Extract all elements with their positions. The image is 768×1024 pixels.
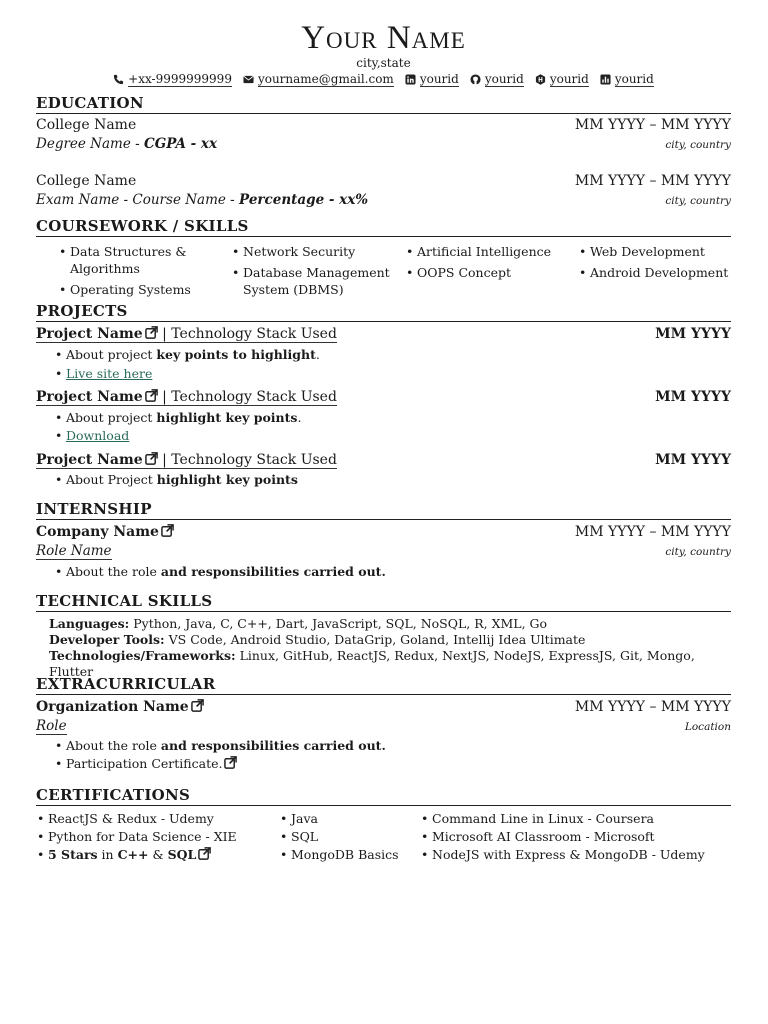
leetcode-icon <box>600 74 611 85</box>
section-education-heading: EDUCATION <box>36 94 731 114</box>
project-stack: Technology Stack Used <box>171 389 337 405</box>
internship-dates: MM YYYY – MM YYYY <box>574 524 731 540</box>
project-stack: Technology Stack Used <box>171 452 337 468</box>
email-text: yourname@gmail.com <box>257 72 394 86</box>
degree-name: Exam Name - Course Name <box>36 192 226 208</box>
coursework-item: • Android Development <box>590 264 728 281</box>
project-header: Project Name | Technology Stack Used MM YYYY <box>36 389 731 405</box>
internship-detail <box>36 543 731 560</box>
section-coursework-heading: COURSEWORK / SKILLS <box>36 217 731 237</box>
contact-github[interactable] <box>470 72 524 87</box>
project-name[interactable]: Project Name <box>36 452 143 468</box>
skills-languages <box>49 616 547 632</box>
project-date: MM YYYY <box>655 389 731 405</box>
extracurricular-place: Location <box>684 721 731 733</box>
school-name: College Name <box>36 173 137 189</box>
envelope-icon <box>243 74 254 85</box>
phone-text: +xx-9999999999 <box>128 72 232 86</box>
extracurricular-detail <box>36 718 731 735</box>
bullet-highlight: highlight key points <box>156 410 298 425</box>
phone-icon <box>113 74 124 85</box>
project-header: Project Name | Technology Stack Used MM YYYY <box>36 326 731 342</box>
bullet-text: About the role <box>66 738 161 753</box>
external-link-icon[interactable] <box>145 452 158 465</box>
external-link-icon[interactable] <box>191 699 204 712</box>
internship-place: city, country <box>665 546 731 558</box>
linkedin-text: yourid <box>419 72 459 86</box>
coursework-item: • Artificial Intelligence <box>417 243 551 260</box>
skill-label: Languages: <box>49 616 130 631</box>
section-projects-heading: PROJECTS <box>36 302 731 322</box>
bullet-end: . <box>315 347 320 362</box>
contact-email[interactable] <box>243 72 394 87</box>
company-name[interactable]: Company Name <box>36 524 159 540</box>
section-internship-heading: INTERNSHIP <box>36 500 731 520</box>
linkedin-icon <box>405 74 416 85</box>
leetcode-text: yourid <box>614 72 654 86</box>
education-place: city, country <box>665 139 731 151</box>
bullet-text: About project <box>66 410 157 425</box>
coursework-item: • Network Security <box>243 243 355 260</box>
bullet-highlight: and responsibilities carried out. <box>160 564 386 579</box>
coursework-item: • OOPS Concept <box>417 264 511 281</box>
degree-name: Degree Name <box>36 136 131 152</box>
project-bullet <box>66 427 129 444</box>
project-date: MM YYYY <box>655 452 731 468</box>
organization-name[interactable]: Organization Name <box>36 699 189 715</box>
coursework-item: • Web Development <box>590 243 705 260</box>
skill-label: Technologies/Frameworks: <box>49 648 236 663</box>
role: Role <box>36 718 67 734</box>
school-name: College Name <box>36 117 137 133</box>
certification-item: • Java <box>291 810 318 827</box>
external-link-icon[interactable] <box>224 756 237 769</box>
project-stack: Technology Stack Used <box>171 326 337 342</box>
extracurricular-bullet <box>66 755 237 772</box>
stars-lang: C++ <box>117 847 149 862</box>
skill-value: Linux, GitHub, ReactJS, Redux, NextJS, NodeJS, ExpressJS, Git, Mongo, Flutter <box>49 648 695 679</box>
bullet-text: About project <box>66 347 157 362</box>
project-date: MM YYYY <box>655 326 731 342</box>
certification-item: • NodeJS with Express & MongoDB - Udemy <box>432 846 705 863</box>
skill-value: VS Code, Android Studio, DataGrip, Goland, Intellij Idea Ultimate <box>164 632 586 647</box>
degree-score: Percentage - xx% <box>239 192 369 208</box>
certificate-text: Participation Certificate. <box>66 756 223 771</box>
degree-separator: - <box>225 192 240 208</box>
contact-bar <box>36 72 731 87</box>
extracurricular-bullet <box>66 737 386 754</box>
stars-in: in <box>97 847 118 862</box>
education-entry-1-detail <box>36 136 731 152</box>
bullet-text: About Project <box>66 472 157 487</box>
coursework-item-cont: System (DBMS) <box>243 282 344 297</box>
degree-score: CGPA - xx <box>144 136 218 152</box>
education-dates: MM YYYY – MM YYYY <box>574 173 731 189</box>
contact-phone[interactable] <box>113 72 232 87</box>
live-site-link[interactable]: Live site here <box>66 366 153 381</box>
role-name: Role Name <box>36 543 112 559</box>
bullet-text: About the role <box>66 564 161 579</box>
github-icon <box>470 74 481 85</box>
internship-bullet <box>66 563 386 580</box>
section-certifications-heading: CERTIFICATIONS <box>36 786 731 806</box>
bullet-highlight: highlight key points <box>156 472 298 487</box>
project-bullet <box>66 346 320 363</box>
extracurricular-header <box>36 699 731 715</box>
external-link-icon[interactable] <box>145 326 158 339</box>
project-bullet <box>66 409 301 426</box>
bullet-highlight: and responsibilities carried out. <box>160 738 386 753</box>
hackerrank-text: yourid <box>549 72 589 86</box>
resume-name: Your Name <box>301 20 466 56</box>
education-entry-2 <box>36 173 731 189</box>
location: city,state <box>356 56 411 70</box>
certification-item: • Command Line in Linux - Coursera <box>432 810 654 827</box>
hackerrank-icon <box>535 74 546 85</box>
skill-label: Developer Tools: <box>49 632 165 647</box>
certification-item: • ReactJS & Redux - Udemy <box>48 810 214 827</box>
degree-separator: - <box>130 136 144 152</box>
github-text: yourid <box>484 72 524 86</box>
project-name[interactable]: Project Name <box>36 326 143 342</box>
certification-item: • MongoDB Basics <box>291 846 399 863</box>
project-bullet <box>66 471 298 488</box>
bullet-highlight: key points to highlight <box>156 347 316 362</box>
stars-amp: & <box>148 847 168 862</box>
external-link-icon[interactable] <box>161 524 174 537</box>
certification-item: • SQL <box>291 828 318 845</box>
bullet-end: . <box>297 410 302 425</box>
education-place: city, country <box>665 195 731 207</box>
coursework-item-cont: Algorithms <box>70 261 140 276</box>
internship-header <box>36 524 731 540</box>
education-entry-1 <box>36 117 731 133</box>
coursework-item: • Operating Systems <box>70 281 191 298</box>
contact-hackerrank[interactable] <box>535 72 589 87</box>
coursework-item: • Database Management <box>243 264 390 281</box>
education-entry-2-detail <box>36 192 731 208</box>
external-link-icon[interactable] <box>145 389 158 402</box>
section-technical-skills-heading: TECHNICAL SKILLS <box>36 592 731 612</box>
skill-value: Python, Java, C, C++, Dart, JavaScript, SQL, NoSQL, R, XML, Go <box>129 616 548 631</box>
certification-item: • Microsoft AI Classroom - Microsoft <box>432 828 655 845</box>
project-name[interactable]: Project Name <box>36 389 143 405</box>
education-dates: MM YYYY – MM YYYY <box>574 117 731 133</box>
project-bullet <box>66 365 152 382</box>
certification-item <box>48 846 211 863</box>
coursework-item: • Data Structures & <box>70 243 187 260</box>
contact-leetcode[interactable] <box>600 72 654 87</box>
section-extracurricular-heading: EXTRACURRICULAR <box>36 675 731 695</box>
certification-item: • Python for Data Science - XIE <box>48 828 237 845</box>
download-link[interactable]: Download <box>66 428 130 443</box>
extracurricular-dates: MM YYYY – MM YYYY <box>574 699 731 715</box>
skills-developer-tools <box>49 632 585 648</box>
contact-linkedin[interactable] <box>405 72 459 87</box>
stars-label: 5 Stars <box>48 847 98 862</box>
stars-sql: SQL <box>167 847 197 862</box>
project-header: Project Name | Technology Stack Used MM YYYY <box>36 452 731 468</box>
external-link-icon[interactable] <box>198 847 211 860</box>
